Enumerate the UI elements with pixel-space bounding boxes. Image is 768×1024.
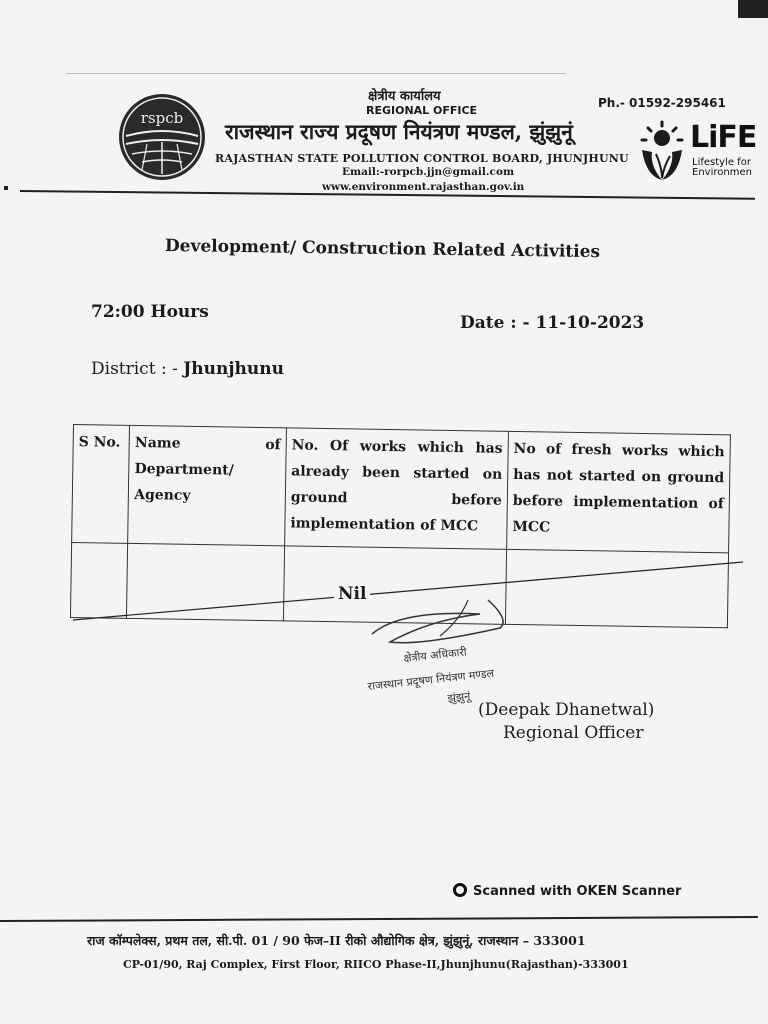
report-date: Date : - 11-10-2023 [460, 313, 645, 333]
scanner-logo-icon [453, 883, 467, 897]
district-value: Jhunjhunu [183, 359, 284, 379]
signature-stamp [360, 590, 560, 710]
life-wordmark: LiFE [690, 120, 757, 155]
header-serial-no: S No. [72, 425, 130, 544]
life-logo [636, 120, 756, 190]
logo-text: rspcb [140, 109, 184, 127]
life-emblem-icon [636, 120, 688, 184]
nil-entry: Nil [334, 584, 370, 604]
stamp-line-2: राजस्थान प्रदूषण नियंत्रण मण्डल [366, 666, 495, 693]
document-heading: Development/ Construction Related Activities [164, 236, 601, 263]
rspcb-logo [112, 92, 212, 182]
footer-address-english: CP-01/90, Raj Complex, First Floor, RIICO Phase-II,Jhunjhunu(Rajasthan)-333001 [123, 958, 629, 971]
hours-label: 72:00 Hours [91, 302, 209, 322]
signatory-title: Regional Officer [503, 723, 644, 743]
signatory-name: (Deepak Dhanetwal) [478, 700, 655, 720]
stamp-line-1: क्षेत्रीय अधिकारी [402, 645, 468, 665]
margin-dot [4, 186, 8, 190]
stamp-line-3: झुंझुनूं [446, 689, 471, 705]
footer-address-hindi: राज कॉम्पलेक्स, प्रथम तल, सी.पी. 01 / 90 फेज–II रीको औद्योगिक क्षेत्र, झुंझुनूं, राजस्थान – 333001 [87, 933, 586, 948]
district-label: District : - [91, 359, 178, 379]
life-tagline: Lifestyle for Environmen [692, 157, 752, 178]
board-phone: Ph.- 01592-295461 [598, 96, 726, 110]
corner-mark [738, 0, 768, 18]
board-email: Email:-rorpcb.jjn@gmail.com [342, 166, 515, 178]
board-name-hindi: राजस्थान राज्य प्रदूषण नियंत्रण मण्डल, झुंझुनूं [225, 119, 573, 144]
footer-divider [0, 916, 758, 922]
table-header-row [72, 425, 731, 553]
office-title-hindi: क्षेत्रीय कार्यालय [368, 89, 441, 104]
board-name-english: RAJASTHAN STATE POLLUTION CONTROL BOARD, JHUNJHUNU [215, 152, 629, 165]
top-rule [66, 73, 566, 74]
board-website: www.environment.rajasthan.gov.in [322, 181, 525, 193]
header-department: Name of Department/ Agency [128, 425, 287, 545]
scanner-text: Scanned with OKEN Scanner [473, 884, 682, 899]
header-fresh-works: No of fresh works which has not started on ground before implementation of MCC [507, 431, 731, 552]
header-works-started: No. Of works which has already been started on ground before implementation of MCC [285, 428, 509, 549]
office-title-english: REGIONAL OFFICE [366, 104, 478, 117]
district-line [91, 359, 284, 379]
scanner-watermark [453, 883, 681, 899]
